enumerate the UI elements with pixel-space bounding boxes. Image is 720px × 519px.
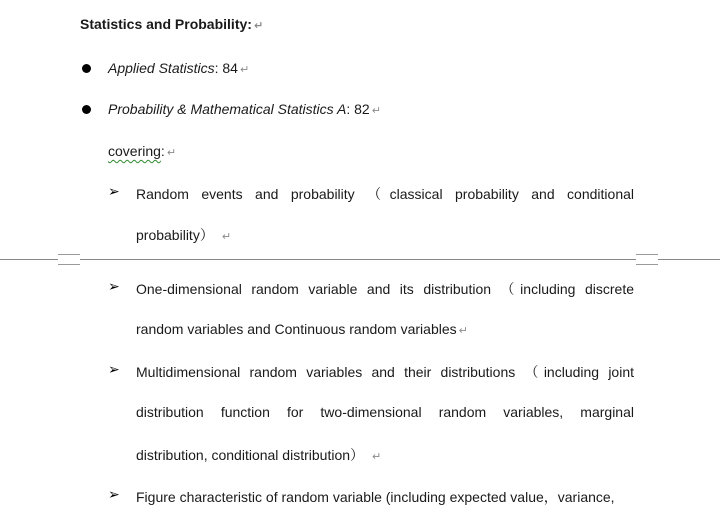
bullet-dot-icon xyxy=(82,105,91,114)
paragraph-mark: ↵ xyxy=(239,64,250,76)
topic-1-line-1: Random events and probability （classical probability and conditional xyxy=(136,186,634,202)
topic-3-line-3: distribution, conditional distribution） ↵ xyxy=(136,447,382,463)
page-corner-marker xyxy=(58,254,80,265)
course-score: 84 xyxy=(222,60,238,76)
page-corner-marker xyxy=(636,254,658,265)
course-name: Applied Statistics xyxy=(108,60,215,76)
course-item-applied-statistics: Applied Statistics: 84 ↵ xyxy=(108,60,250,76)
course-score: 82 xyxy=(354,101,370,117)
paragraph-mark: ↵ xyxy=(253,20,264,32)
paragraph-mark: ↵ xyxy=(372,451,382,463)
arrow-bullet-icon: ➢ xyxy=(108,183,120,199)
topic-1-line-2: probability） ↵ xyxy=(136,227,232,243)
arrow-bullet-icon: ➢ xyxy=(108,486,120,502)
course-item-probability: Probability & Mathematical Statistics A: 82 ↵ xyxy=(108,101,381,117)
arrow-bullet-icon: ➢ xyxy=(108,278,120,294)
bullet-dot-icon xyxy=(82,64,91,73)
paragraph-mark: ↵ xyxy=(371,105,381,117)
topic-2-line-2: random variables and Continuous random variables ↵ xyxy=(136,321,468,337)
covering-label: covering: ↵ xyxy=(108,143,177,159)
arrow-bullet-icon: ➢ xyxy=(108,361,120,377)
topic-4-line-1: Figure characteristic of random variable (including expected value，variance, xyxy=(136,489,615,505)
paragraph-mark: ↵ xyxy=(166,147,177,159)
section-heading: Statistics and Probability: ↵ xyxy=(80,16,264,32)
topic-3-line-1: Multidimensional random variables and their distributions （including joint xyxy=(136,364,634,380)
page-break-line xyxy=(0,259,720,260)
course-name: Probability & Mathematical Statistics A xyxy=(108,101,347,117)
topic-2-line-1: One-dimensional random variable and its distribution （including discrete xyxy=(136,281,634,297)
paragraph-mark: ↵ xyxy=(458,325,468,337)
spellcheck-word: covering xyxy=(108,143,161,159)
topic-3-line-2: distribution function for two-dimensional random variables, marginal xyxy=(136,404,634,420)
paragraph-mark: ↵ xyxy=(221,231,232,243)
